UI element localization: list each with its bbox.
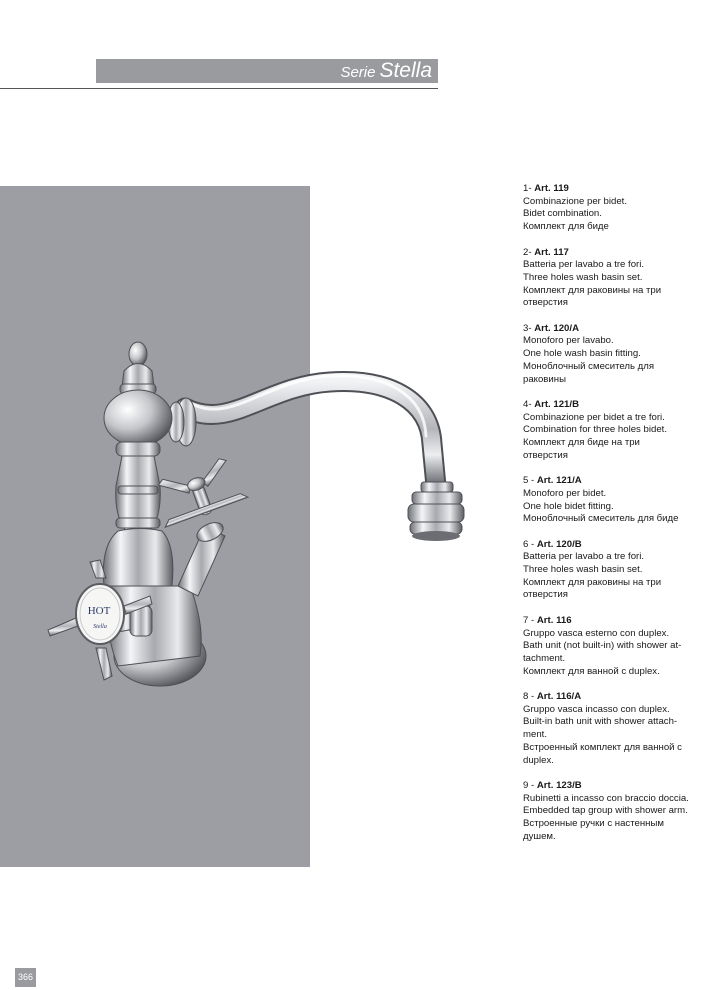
article-description-line: Three holes wash basin set. bbox=[523, 271, 643, 283]
article-description-line: Комплект для раковины на три bbox=[523, 576, 662, 588]
article-description-line: Monoforo per bidet. bbox=[523, 487, 607, 499]
brand-script: Stella bbox=[93, 624, 107, 630]
article-description-line: One hole bidet fitting. bbox=[523, 500, 614, 512]
spout bbox=[185, 376, 464, 541]
page-number: 366 bbox=[15, 968, 36, 987]
article-number: 2- bbox=[523, 246, 535, 258]
article-entry bbox=[523, 399, 703, 463]
faucet-illustration bbox=[0, 186, 480, 706]
article-description-line: Built-in bath unit with shower attach- bbox=[523, 716, 678, 728]
article-description-line: Gruppo vasca incasso con duplex. bbox=[523, 703, 670, 715]
article-description-line: Моноблочный смеситель для биде bbox=[523, 513, 679, 525]
article-description-line: Batteria per lavabo a tre fori. bbox=[523, 551, 645, 563]
article-description-line: Комплект для биде на три bbox=[523, 437, 640, 449]
article-entry bbox=[523, 691, 703, 767]
hot-label: HOT bbox=[87, 605, 111, 617]
article-code: Art. 116 bbox=[536, 614, 572, 626]
article-list bbox=[523, 183, 703, 856]
article-description-line: раковины bbox=[523, 373, 566, 385]
article-heading bbox=[523, 183, 703, 196]
article-description-line: Комплект для раковины на три bbox=[523, 284, 662, 296]
series-header-band bbox=[96, 59, 438, 83]
article-description-line: One hole wash basin fitting. bbox=[523, 348, 641, 360]
article-entry bbox=[523, 323, 703, 387]
article-description-line: отверстия bbox=[523, 589, 568, 601]
header-divider bbox=[0, 88, 438, 89]
article-code: Art. 117 bbox=[534, 246, 569, 258]
article-entry bbox=[523, 615, 703, 679]
series-prefix: Serie bbox=[340, 64, 376, 81]
article-description-line: Встроенный комплект для ванной с bbox=[523, 741, 682, 753]
article-entry bbox=[523, 247, 703, 311]
article-description-line: Combination for three holes bidet. bbox=[523, 424, 667, 436]
article-code: Art. 123/B bbox=[536, 779, 582, 791]
article-number: 8 - bbox=[523, 691, 537, 703]
article-description-line: Bidet combination. bbox=[523, 208, 602, 220]
article-heading bbox=[523, 539, 703, 552]
article-code: Art. 121/B bbox=[534, 398, 579, 410]
article-description-line: Комплект для биде bbox=[523, 221, 609, 233]
cold-valve bbox=[178, 519, 226, 596]
article-number: 7 - bbox=[523, 614, 537, 626]
spout-collar bbox=[168, 398, 196, 446]
article-number: 3- bbox=[523, 322, 535, 334]
article-description-line: Bath unit (not built-in) with shower at- bbox=[523, 640, 682, 652]
series-name: Stella bbox=[379, 59, 432, 82]
article-description-line: отверстия bbox=[523, 297, 568, 309]
article-code: Art. 119 bbox=[534, 183, 569, 194]
article-number: 1- bbox=[523, 183, 535, 194]
article-code: Art. 121/A bbox=[536, 475, 582, 487]
article-description-line: tachment. bbox=[523, 652, 566, 664]
article-description-line: Combinazione per bidet a tre fori. bbox=[523, 411, 665, 423]
article-heading bbox=[523, 399, 703, 412]
article-entry bbox=[523, 475, 703, 526]
article-number: 5 - bbox=[523, 475, 537, 487]
article-description-line: Batteria per lavabo a tre fori. bbox=[523, 259, 645, 271]
article-entry bbox=[523, 539, 703, 603]
product-photo-panel bbox=[0, 186, 310, 867]
article-heading bbox=[523, 615, 703, 628]
article-description-line: Комплект для ванной с duplex. bbox=[523, 665, 660, 677]
article-entry bbox=[523, 183, 703, 234]
article-description-line: Моноблочный смеситель для bbox=[523, 360, 655, 372]
series-title bbox=[340, 59, 432, 83]
article-description-line: Встроенные ручки с настенным bbox=[523, 818, 664, 830]
cold-cross-handle bbox=[150, 454, 249, 529]
article-code: Art. 120/A bbox=[534, 322, 579, 334]
article-description-line: Rubinetti a incasso con braccio doccia. bbox=[523, 792, 689, 804]
article-description-line: Embedded tap group with shower arm. bbox=[523, 805, 688, 817]
article-number: 4- bbox=[523, 398, 535, 410]
article-description-line: Gruppo vasca esterno con duplex. bbox=[523, 627, 670, 639]
article-number: 6 - bbox=[523, 538, 537, 550]
article-description-line: отверстия bbox=[523, 449, 568, 461]
article-code: Art. 116/A bbox=[536, 691, 582, 703]
article-description-line: duplex. bbox=[523, 754, 554, 766]
article-heading bbox=[523, 780, 703, 793]
article-heading bbox=[523, 247, 703, 260]
article-description-line: Combinazione per bidet. bbox=[523, 195, 627, 207]
article-description-line: Monoforo per lavabo. bbox=[523, 335, 614, 347]
article-description-line: ment. bbox=[523, 729, 547, 741]
article-number: 9 - bbox=[523, 779, 537, 791]
article-description-line: душем. bbox=[523, 830, 556, 842]
article-heading bbox=[523, 475, 703, 488]
article-description-line: Three holes wash basin set. bbox=[523, 564, 643, 576]
article-code: Art. 120/B bbox=[536, 538, 582, 550]
article-heading bbox=[523, 323, 703, 336]
article-heading bbox=[523, 691, 703, 704]
article-entry bbox=[523, 780, 703, 844]
